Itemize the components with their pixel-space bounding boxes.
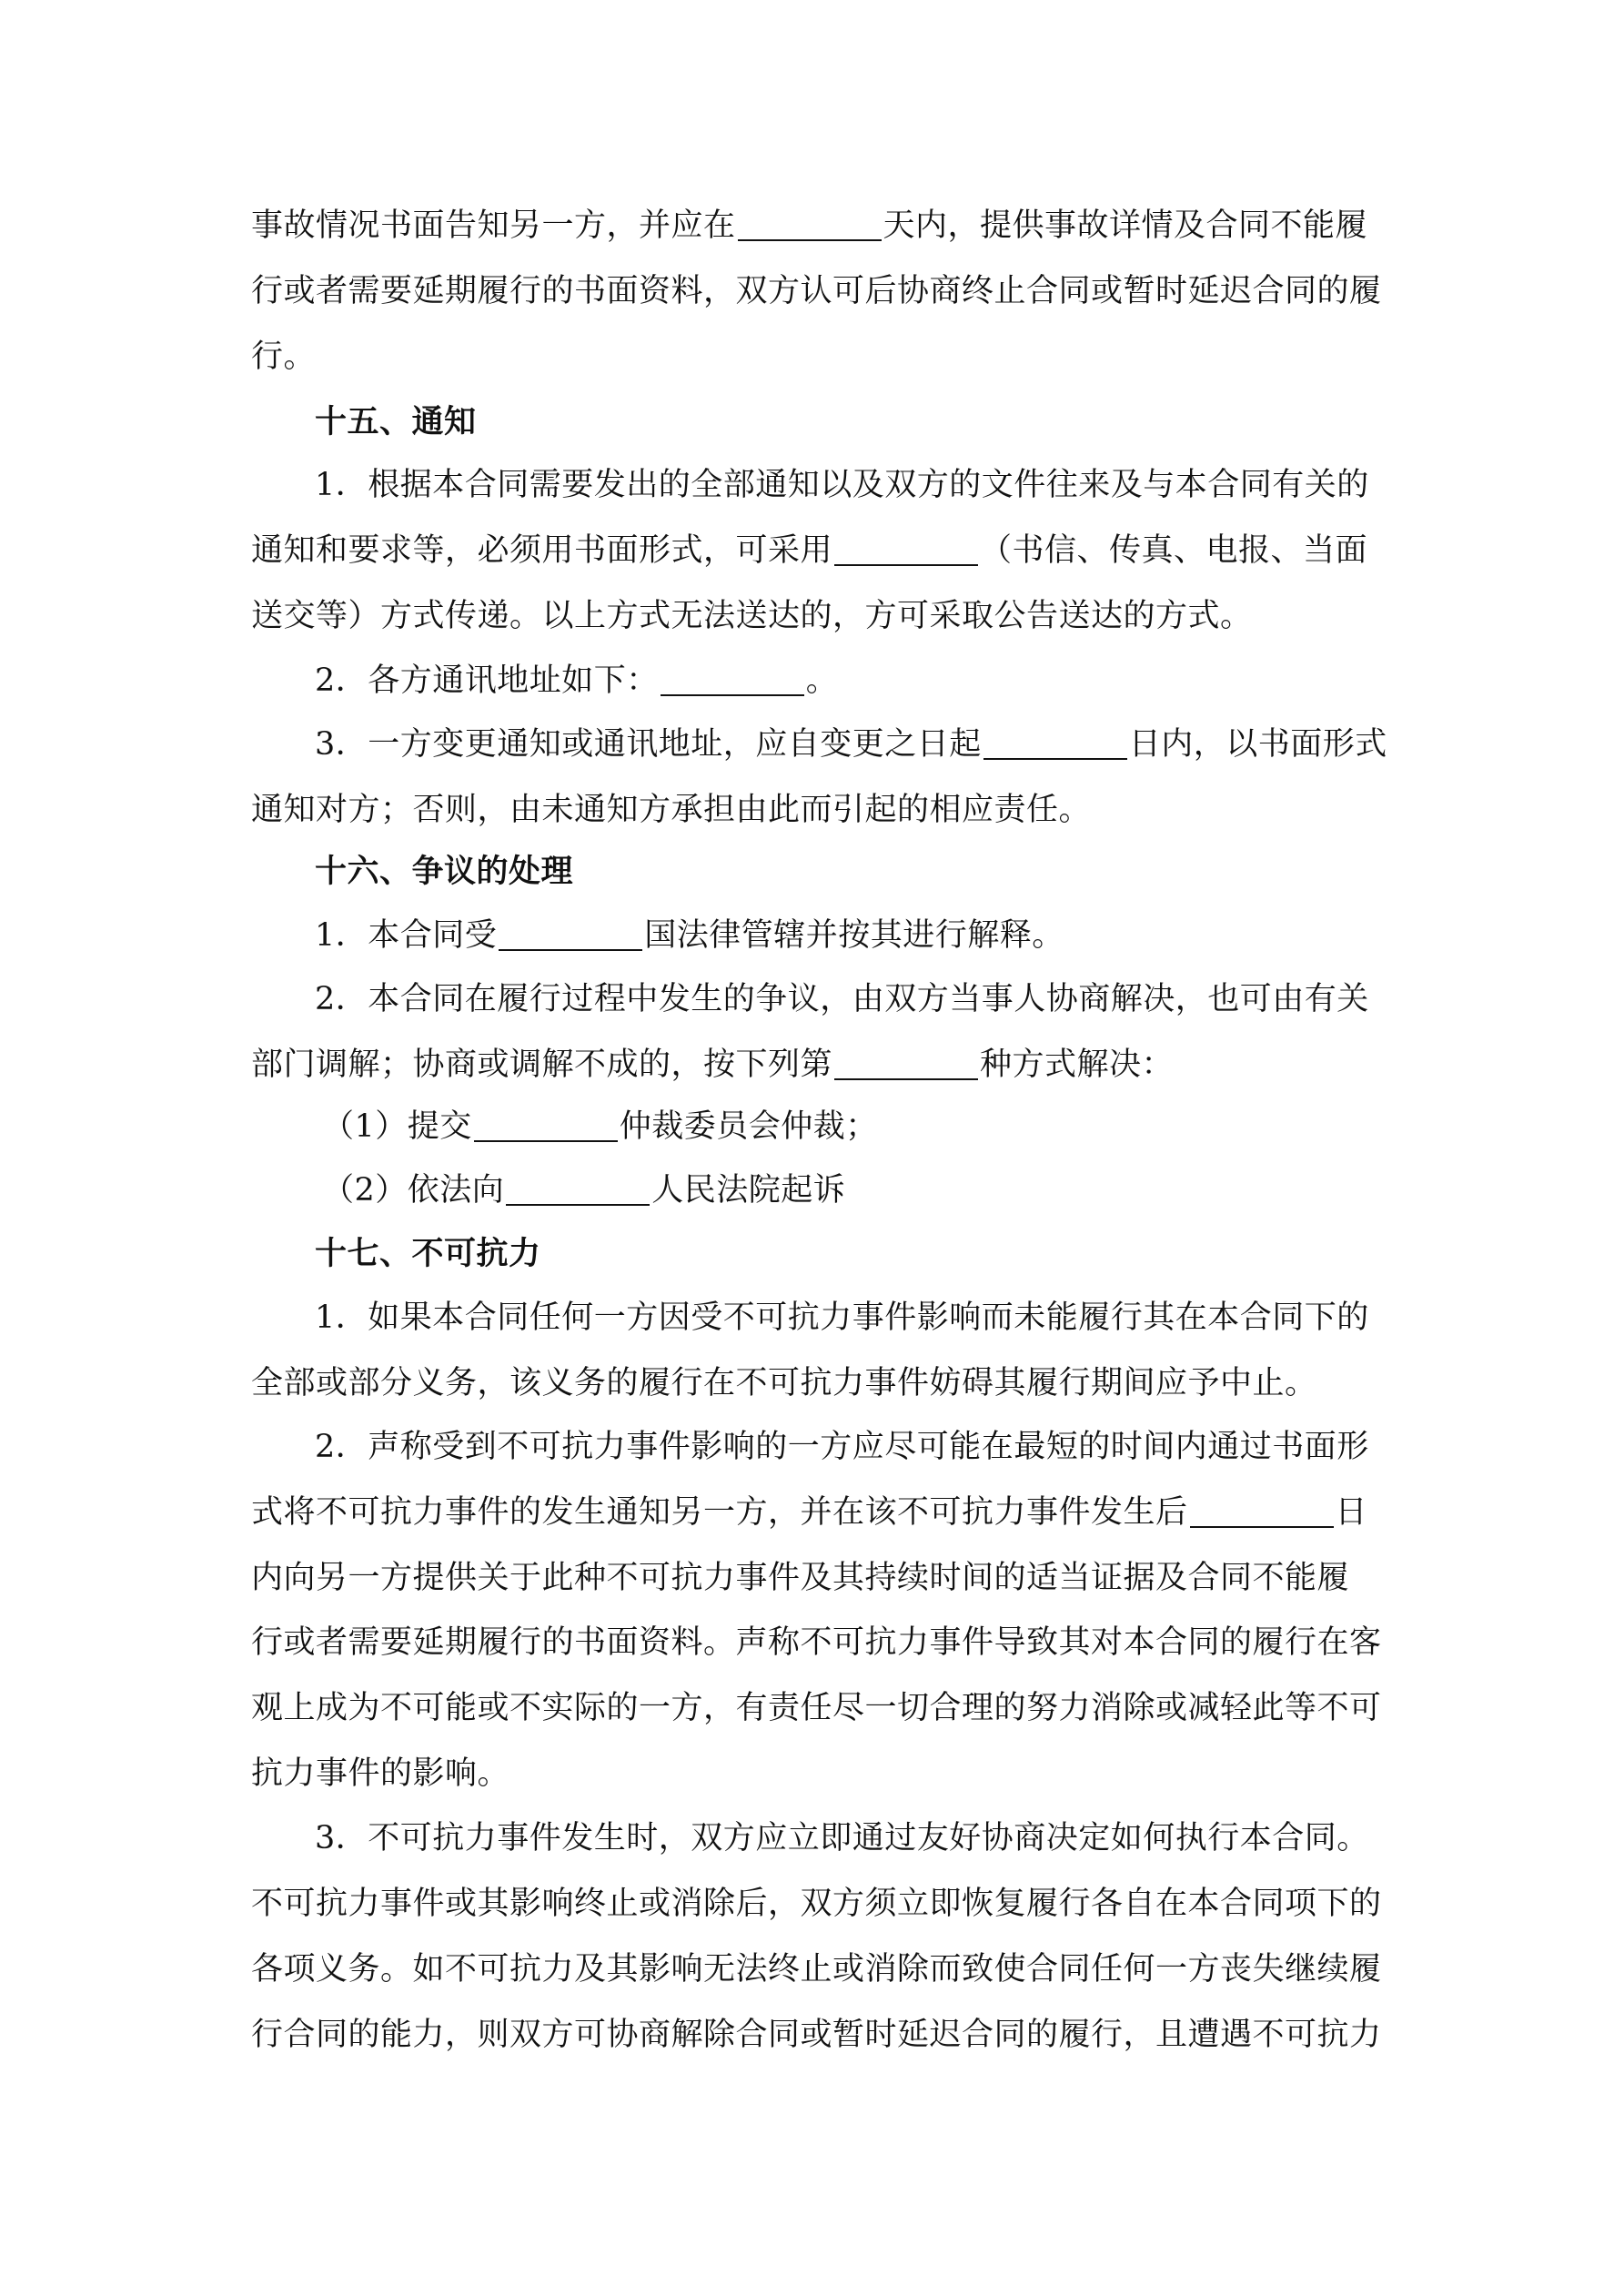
fill-in-blank[interactable] bbox=[738, 203, 882, 241]
paragraph-line bbox=[315, 653, 838, 708]
line-text: （2）依法向 bbox=[322, 1172, 505, 1209]
line-text: 1．根据本合同需要发出的全部通知以及双方的文件往来及与本合同有关的 bbox=[315, 467, 1369, 503]
line-text: 式将不可抗力事件的发生通知另一方，并在该不可抗力事件发生后 bbox=[251, 1494, 1188, 1531]
line-text: 国法律管辖并按其进行解释。 bbox=[644, 917, 1064, 954]
line-text: 行合同的能力，则双方可协商解除合同或暂时延迟合同的履行，且遭遇不可抗力 bbox=[251, 2017, 1382, 2053]
paragraph-line bbox=[322, 1099, 878, 1154]
line-text: 日内，以书面形式 bbox=[1128, 726, 1387, 763]
line-text: 1．本合同受 bbox=[315, 917, 498, 954]
line-text: 通知和要求等，必须用书面形式，可采用 bbox=[251, 532, 833, 569]
line-text: 全部或部分义务，该义务的履行在不可抗力事件妨碍其履行期间应予中止。 bbox=[251, 1365, 1317, 1401]
paragraph-line bbox=[315, 717, 1387, 772]
line-text: 各项义务。如不可抗力及其影响无法终止或消除而致使合同任何一方丧失继续履 bbox=[251, 1951, 1382, 1988]
line-text: 天内，提供事故详情及合同不能履 bbox=[883, 207, 1368, 244]
paragraph-line bbox=[315, 1290, 1369, 1345]
line-text: 事故情况书面告知另一方，并应在 bbox=[251, 207, 736, 244]
paragraph-line bbox=[315, 1811, 1369, 1866]
line-text: 2．本合同在履行过程中发生的争议，由双方当事人协商解决，也可由有关 bbox=[315, 981, 1369, 1017]
paragraph-line bbox=[251, 264, 1382, 319]
line-text: 行或者需要延期履行的书面资料。声称不可抗力事件导致其对本合同的履行在客 bbox=[251, 1624, 1382, 1661]
heading-text: 十五、通知 bbox=[315, 403, 477, 440]
line-text: 部门调解；协商或调解不成的，按下列第 bbox=[251, 1047, 833, 1083]
paragraph-line bbox=[251, 2008, 1382, 2062]
paragraph-line bbox=[315, 458, 1369, 512]
paragraph-line bbox=[251, 1746, 509, 1801]
line-text: 人民法院起诉 bbox=[651, 1172, 846, 1209]
paragraph-line bbox=[251, 1681, 1382, 1735]
line-text: 1．如果本合同任何一方因受不可抗力事件影响而未能履行其在本合同下的 bbox=[315, 1300, 1369, 1336]
paragraph-line bbox=[251, 329, 316, 384]
line-text: 2．各方通讯地址如下： bbox=[315, 663, 659, 699]
fill-in-blank[interactable] bbox=[499, 913, 642, 951]
line-text: （书信、传真、电报、当面 bbox=[980, 532, 1368, 569]
paragraph-line bbox=[315, 1420, 1369, 1474]
paragraph-line bbox=[315, 972, 1369, 1027]
paragraph-line bbox=[251, 523, 1367, 578]
line-text: 抗力事件的影响。 bbox=[251, 1755, 510, 1792]
fill-in-blank[interactable] bbox=[1190, 1490, 1334, 1528]
line-text: 不可抗力事件或其影响终止或消除后，双方须立即恢复履行各自在本合同项下的 bbox=[251, 1886, 1382, 1922]
fill-in-blank[interactable] bbox=[983, 722, 1127, 760]
paragraph-line bbox=[315, 908, 1064, 963]
section-heading-notice bbox=[315, 395, 477, 450]
paragraph-line bbox=[251, 1942, 1382, 1997]
heading-text: 十七、不可抗力 bbox=[315, 1235, 541, 1272]
paragraph-line bbox=[251, 1356, 1317, 1411]
section-heading-dispute bbox=[315, 845, 573, 899]
heading-text: 十六、争议的处理 bbox=[315, 853, 574, 890]
line-text: （1）提交 bbox=[322, 1108, 472, 1145]
paragraph-line bbox=[251, 1876, 1382, 1931]
fill-in-blank[interactable] bbox=[834, 1042, 978, 1080]
paragraph-line bbox=[251, 1037, 1174, 1092]
line-text: 送交等）方式传递。以上方式无法送达的，方可采取公告送达的方式。 bbox=[251, 598, 1253, 634]
fill-in-blank[interactable] bbox=[474, 1104, 618, 1142]
fill-in-blank[interactable] bbox=[661, 658, 804, 696]
line-text: 。 bbox=[805, 663, 839, 699]
line-text: 行或者需要延期履行的书面资料，双方认可后协商终止合同或暂时延迟合同的履 bbox=[251, 273, 1382, 309]
paragraph-line bbox=[251, 783, 1091, 837]
line-text: 通知对方；否则，由未通知方承担由此而引起的相应责任。 bbox=[251, 792, 1092, 828]
fill-in-blank[interactable] bbox=[506, 1168, 650, 1206]
paragraph-line bbox=[251, 1551, 1349, 1605]
line-text: 日 bbox=[1335, 1494, 1368, 1531]
paragraph-line bbox=[251, 589, 1253, 643]
line-text: 种方式解决： bbox=[980, 1047, 1175, 1083]
line-text: 仲裁委员会仲裁； bbox=[619, 1108, 878, 1145]
paragraph-line bbox=[251, 1615, 1382, 1670]
fill-in-blank[interactable] bbox=[834, 528, 978, 566]
line-text: 3．一方变更通知或通讯地址，应自变更之日起 bbox=[315, 726, 982, 763]
line-text: 内向另一方提供关于此种不可抗力事件及其持续时间的适当证据及合同不能履 bbox=[251, 1560, 1350, 1596]
line-text: 观上成为不可能或不实际的一方，有责任尽一切合理的努力消除或减轻此等不可 bbox=[251, 1690, 1382, 1726]
paragraph-line bbox=[322, 1163, 845, 1218]
line-text: 行。 bbox=[251, 339, 317, 375]
paragraph-line bbox=[251, 1485, 1367, 1540]
section-heading-force-majeure bbox=[315, 1227, 541, 1281]
paragraph-line bbox=[251, 198, 1367, 253]
line-text: 3．不可抗力事件发生时，双方应立即通过友好协商决定如何执行本合同。 bbox=[315, 1820, 1369, 1856]
line-text: 2．声称受到不可抗力事件影响的一方应尽可能在最短的时间内通过书面形 bbox=[315, 1429, 1369, 1465]
